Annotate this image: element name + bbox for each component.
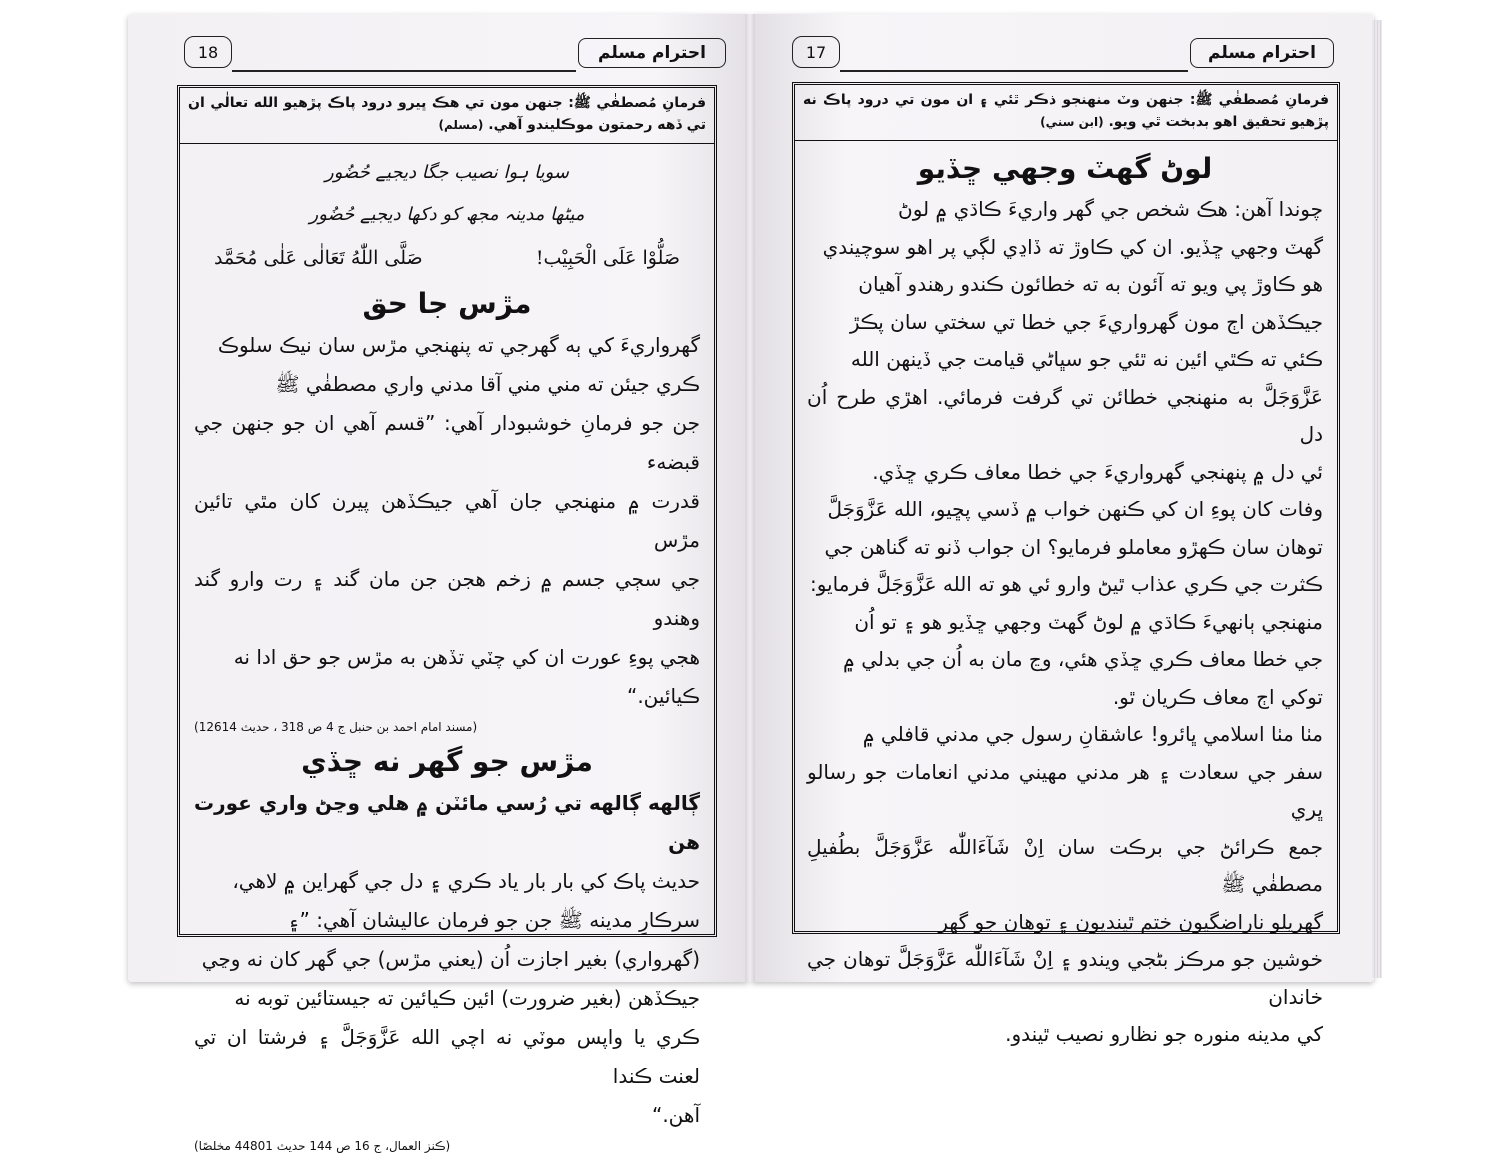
left-paragraph-2 <box>194 784 700 1135</box>
text-line: جيڪڏهن اڄ مون گهرواريءَ جي خطا تي سختي سان پڪڙ <box>849 309 1323 334</box>
heading-less-salt: لوڻ گهٽ وجهي ڇڏيو <box>917 152 1213 185</box>
text-line: کي مدينه منوره جو نظارو نصيب ٿيندو. <box>1005 1022 1323 1046</box>
left-content <box>194 152 700 1157</box>
text-line: حديث پاڪ کي بار بار ياد ڪري ۽ دل جي گهراين ۾ لاهي، <box>232 869 700 893</box>
right-paragraph-1 <box>807 191 1323 716</box>
text-line: ڪري يا واپس موٽي نه اچي الله عَزَّوَجَلَّ ۽ فرشتا ان تي لعنت ڪندا <box>194 1025 700 1088</box>
text-line: قدرت ۾ منهنجي جان آهي جيڪڏهن پيرن کان مٿي تائين مڙس <box>194 489 700 552</box>
text-line: ئي دل ۾ پنهنجي گهرواريءَ جي خطا معاف ڪري ڇڏي. <box>872 459 1323 484</box>
text-line: ڳالهه ڳالهه تي رُسي مائٽن ۾ هلي وڃڻ واري عورت هن <box>194 791 700 854</box>
text-line: ڪري جيئن ته مني مني آقا مدني واري مصطفٰي ﷺ <box>275 372 700 396</box>
page-edges <box>1372 20 1382 978</box>
text-line: سرڪارِ مدينه ﷺ جن جو فرمان عاليشان آهي: ”۽ <box>287 908 700 932</box>
text-line: گهٽ وجهي ڇڏيو. ان کي ڪاوڙ ته ڏاڍي لڳي پر اهو سوچيندي <box>822 234 1323 259</box>
heading-do-not-leave-home: مڙس جو گهر نه ڇڏي <box>301 745 593 778</box>
text-line: وفات کان پوءِ ان کي ڪنهن خواب ۾ ڏسي پڇيو، الله عَزَّوَجَلَّ <box>827 497 1323 521</box>
poem-line-2: میٹھا مدینہ مجھ کو دکھا دیجیے حُضُور <box>309 204 585 225</box>
poem-line-1: سویا ہوا نصیب جگا دیجیے حُضُور <box>325 162 569 183</box>
left-reference-1: (مسند امام احمد بن حنبل ج 4 ص 318 ، حديث 12614) <box>194 720 478 734</box>
text-line: سفر جي سعادت ۽ هر مدني مهيني مدني انعامات جو رسالو ڀري <box>807 759 1323 821</box>
left-text-frame <box>177 85 717 1153</box>
left-reference-2: (ڪنز العمال، ج 16 ص 144 حديث 44801 مخلصًا) <box>194 1139 451 1153</box>
text-line: آهن.“ <box>651 1103 700 1127</box>
text-line: توهان سان ڪهڙو معاملو فرمايو؟ ان جواب ڏنو ته گناهن جي <box>824 534 1323 559</box>
text-line: ڪثرت جي ڪري عذاب ٿيڻ وارو ئي هو ته الله عَزَّوَجَلَّ فرمايو: <box>809 572 1323 596</box>
salawat-left: صَلَّى اللّٰهُ تَعَالٰى عَلٰى مُحَمَّد <box>214 247 423 269</box>
text-line: خوشين جو مرڪز بڻجي ويندو ۽ اِنْ شَآءَاللّٰه عَزَّوَجَلَّ توهان جي خاندان <box>807 947 1323 1009</box>
salawat-right: صَلُّوْا عَلَى الْحَبِيْب! <box>535 247 680 269</box>
text-line: جن جو فرمانِ خوشبودار آهي: ”قسم آهي ان جو جنهن جي قبضهء <box>194 411 700 474</box>
left-header-rule <box>232 70 576 72</box>
text-line: توکي اڄ معاف ڪريان ٿو. <box>1112 684 1323 709</box>
salawat-line <box>194 236 700 280</box>
right-header-rule <box>840 70 1188 72</box>
right-page-number: 17 <box>792 36 840 68</box>
right-hadith-header <box>795 85 1337 141</box>
text-line: جي خطا معاف ڪري ڇڏي هئي، وڃ مان به اُن جي بدلي ۾ <box>843 647 1323 671</box>
text-line: جي سڄي جسم ۾ زخم هجن جن مان گند ۽ رت وارو گند وهندو <box>194 567 700 630</box>
left-hadith-text: فرمانِ مُصطفٰي ﷺ: جنهن مون تي هڪ ڀيرو درود پاڪ پڙهيو الله تعالٰي ان تي ڏهه رحمتون موڪليندو آهي. <box>188 95 706 133</box>
text-line: جيڪڏهن (بغير ضرورت) ائين ڪيائين ته جيستائين توبه نه <box>234 986 700 1010</box>
right-hadith-text: فرمانِ مُصطفٰي ﷺ: جنهن وٽ منهنجو ذڪر ٿئي ۽ ان مون تي درود پاڪ نه پڙهيو تحقيق اهو بدبخت ٿي ويو. <box>803 92 1329 130</box>
text-line: ڪيائين.“ <box>626 684 700 708</box>
text-line: جمع ڪرائڻ جي برڪت سان اِنْ شَآءَاللّٰه عَزَّوَجَلَّ بطُفيلِ مصطفٰي ﷺ <box>807 834 1323 896</box>
right-running-title: احترام مسلم <box>1190 38 1334 68</box>
text-line: ڪئي ته ڪٿي ائين نه ٿئي جو سڀاڻي قيامت جي ڏينهن الله <box>850 347 1323 371</box>
left-running-title: احترام مسلم <box>578 38 726 68</box>
text-line: عَزَّوَجَلَّ به منهنجي خطائن تي گرفت فرمائي. اهڙي طرح اُن دل <box>807 384 1323 446</box>
right-paragraph-2 <box>807 716 1323 1054</box>
text-line: مٺا مٺا اسلامي ڀائرو! عاشقانِ رسول جي مدني قافلي ۾ <box>862 722 1323 746</box>
text-line: چوندا آهن: هڪ شخص جي گهر واريءَ ڪاڌي ۾ لوڻ <box>898 197 1323 221</box>
right-hadith-ref: (ابن سني) <box>1040 115 1104 129</box>
right-content <box>807 145 1323 1054</box>
text-line: گهرواريءَ کي ٻه گهرجي ته پنهنجي مڙس سان نيڪ سلوڪ <box>217 333 700 357</box>
left-hadith-header <box>180 88 714 144</box>
left-page-number: 18 <box>184 36 232 68</box>
heading-husband-rights: مڙس جا حق <box>362 287 532 320</box>
text-line: هو ڪاوڙ پي ويو ته آئون به ته خطائون ڪندو رهندو آهيان <box>858 272 1323 296</box>
text-line: هجي پوءِ عورت ان کي چٽي تڏهن به مڙس جو حق ادا نه <box>233 645 700 669</box>
text-line: (گهرواري) بغير اجازت اُن (يعني مڙس) جي گهر کان نه وڃي <box>201 947 700 971</box>
left-hadith-ref: (مسلم) <box>438 118 484 132</box>
book-spine <box>745 14 755 982</box>
text-line: گهريلو ناراضگيون ختم ٿينديون ۽ توهان جو گهر <box>938 909 1323 934</box>
left-paragraph-1 <box>194 326 700 716</box>
right-text-frame <box>792 82 1340 1046</box>
text-line: منهنجي ٻانهيءَ ڪاڌي ۾ لوڻ گهٽ وجهي ڇڏيو هو ۽ تو اُن <box>854 609 1323 634</box>
